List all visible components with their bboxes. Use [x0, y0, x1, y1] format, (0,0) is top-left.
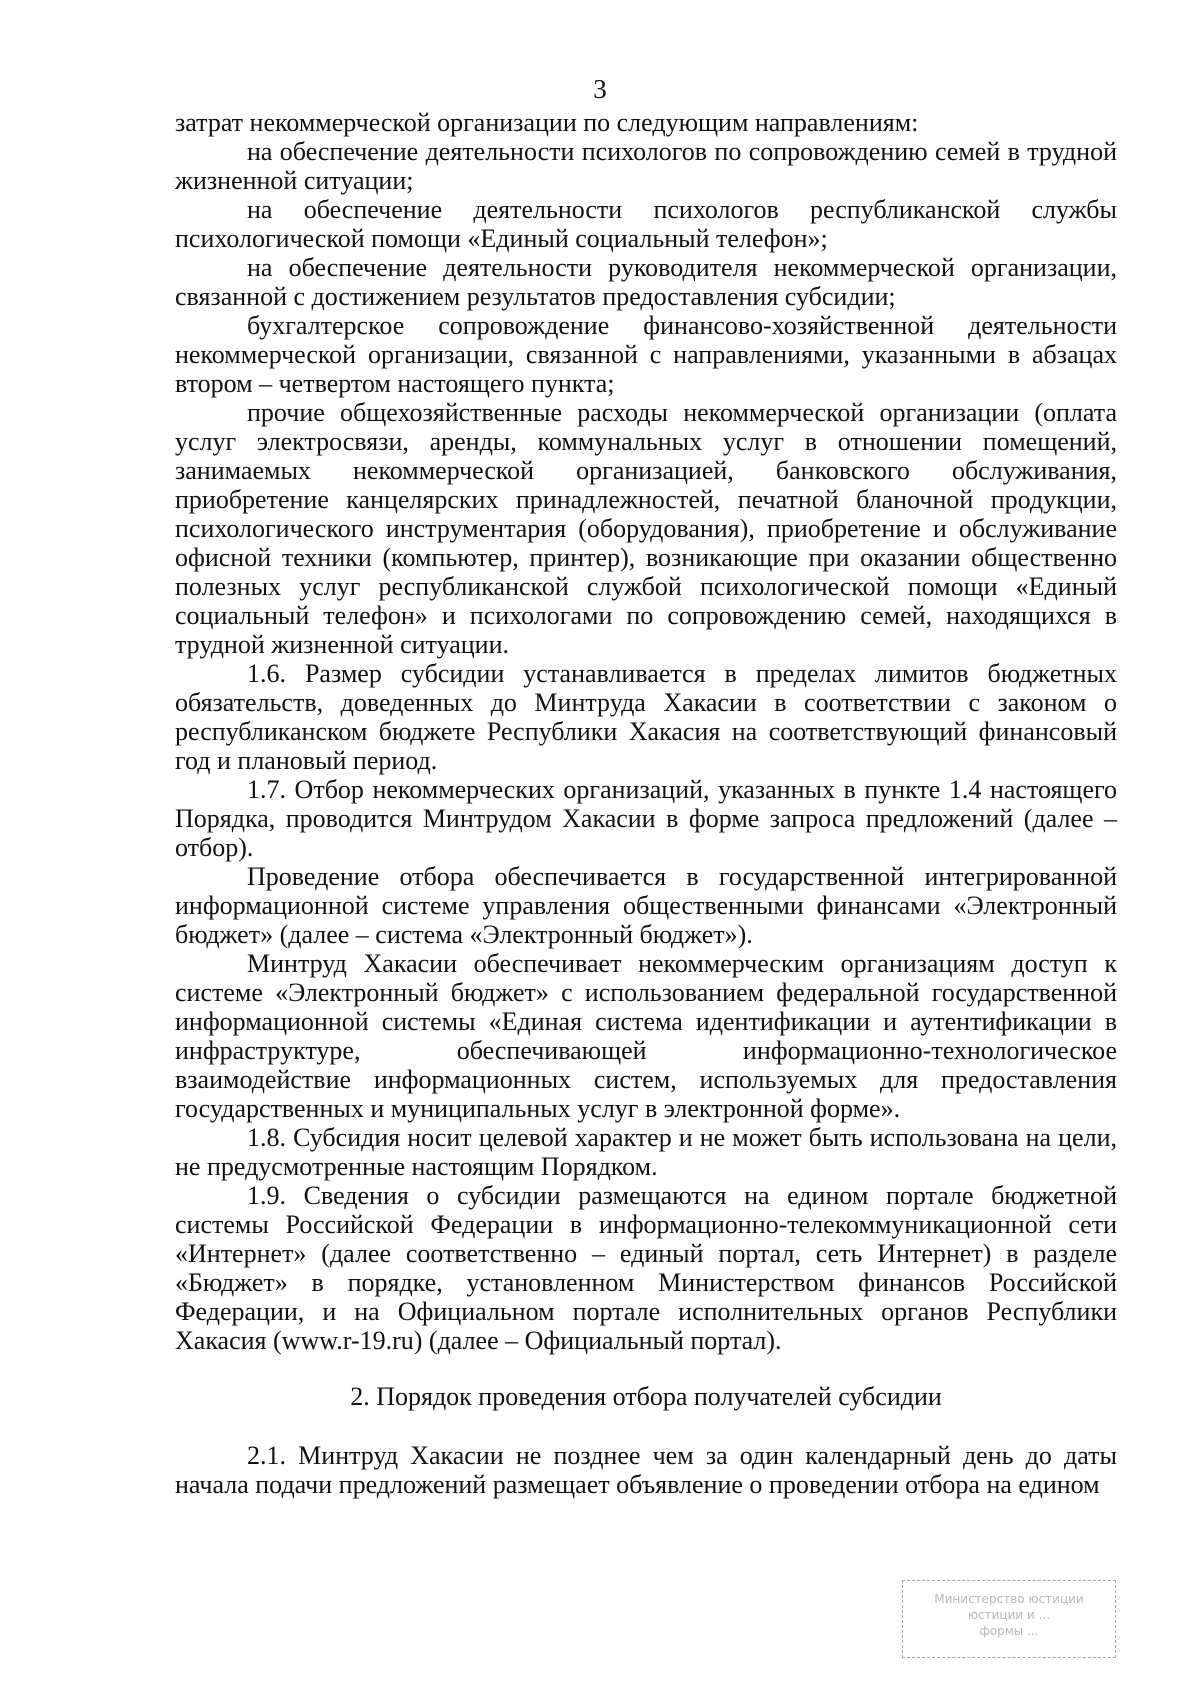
paragraph: Минтруд Хакасии обеспечивает некоммерческим организациям доступ к системе «Электронный бюджет» с использованием федеральной государственной информационной системы «Единая система идентификации и аутентификации в инфраструктуре, обеспечивающей информационно-технологическое взаимодействие информационных систем, используемых для предоставления государственных и муниципальных услуг в электронной форме».: [175, 949, 1117, 1123]
paragraph: 1.7. Отбор некоммерческих организаций, указанных в пункте 1.4 настоящего Порядка, проводится Минтрудом Хакасии в форме запроса предложений (далее – отбор).: [175, 775, 1117, 862]
paragraph: 1.6. Размер субсидии устанавливается в пределах лимитов бюджетных обязательств, доведенных до Минтруда Хакасии в соответствии с законом о республиканском бюджете Республики Хакасия на соответствующий финансовый год и плановый период.: [175, 659, 1117, 775]
stamp-line: формы ...: [979, 1624, 1039, 1638]
paragraph: Проведение отбора обеспечивается в государственной интегрированной информационной системе управления общественными финансами «Электронный бюджет» (далее – система «Электронный бюджет»).: [175, 862, 1117, 949]
page-number: 3: [593, 74, 607, 104]
section-heading: 2. Порядок проведения отбора получателей субсидии: [350, 1382, 942, 1411]
paragraph: на обеспечение деятельности руководителя некоммерческой организации, связанной с достижением результатов предоставления субсидии;: [175, 253, 1117, 311]
paragraph: бухгалтерское сопровождение финансово-хозяйственной деятельности некоммерческой организации, связанной с направлениями, указанными в абзацах втором – четвертом настоящего пункта;: [175, 311, 1117, 398]
paragraph: 2.1. Минтруд Хакасии не позднее чем за один календарный день до даты начала подачи предложений размещает объявление о проведении отбора на едином: [175, 1441, 1117, 1499]
registration-stamp: [902, 1580, 1116, 1658]
stamp-line: Министерство юстиции: [934, 1592, 1084, 1606]
paragraph: 1.9. Сведения о субсидии размещаются на едином портале бюджетной системы Российской Федерации в информационно-телекоммуникационной сети «Интернет» (далее соответственно – единый портал, сеть Интернет) в разделе «Бюджет» в порядке, установленном Министерством финансов Российской Федерации, и на Официальном портале исполнительных органов Республики Хакасия (www.r-19.ru) (далее – Официальный портал).: [175, 1181, 1117, 1355]
paragraph: 1.8. Субсидия носит целевой характер и не может быть использована на цели, не предусмотренные настоящим Порядком.: [175, 1123, 1117, 1181]
paragraph: на обеспечение деятельности психологов по сопровождению семей в трудной жизненной ситуации;: [175, 137, 1117, 195]
paragraph: затрат некоммерческой организации по следующим направлениям:: [175, 108, 919, 137]
document-body: [175, 108, 1117, 1499]
paragraph: прочие общехозяйственные расходы некоммерческой организации (оплата услуг электросвязи, аренды, коммунальных услуг в отношении помещений, занимаемых некоммерческой организацией, банковского обслуживания, приобретение канцелярских принадлежностей, печатной бланочной продукции, психологического инструментария (оборудования), приобретение и обслуживание офисной техники (компьютер, принтер), возникающие при оказании общественно полезных услуг республиканской службой психологической помощи «Единый социальный телефон» и психологами по сопровождению семей, находящихся в трудной жизненной ситуации.: [175, 398, 1117, 659]
paragraph: на обеспечение деятельности психологов республиканской службы психологической помощи «Единый социальный телефон»;: [175, 195, 1117, 253]
stamp-line: юстиции и ...: [967, 1608, 1051, 1622]
